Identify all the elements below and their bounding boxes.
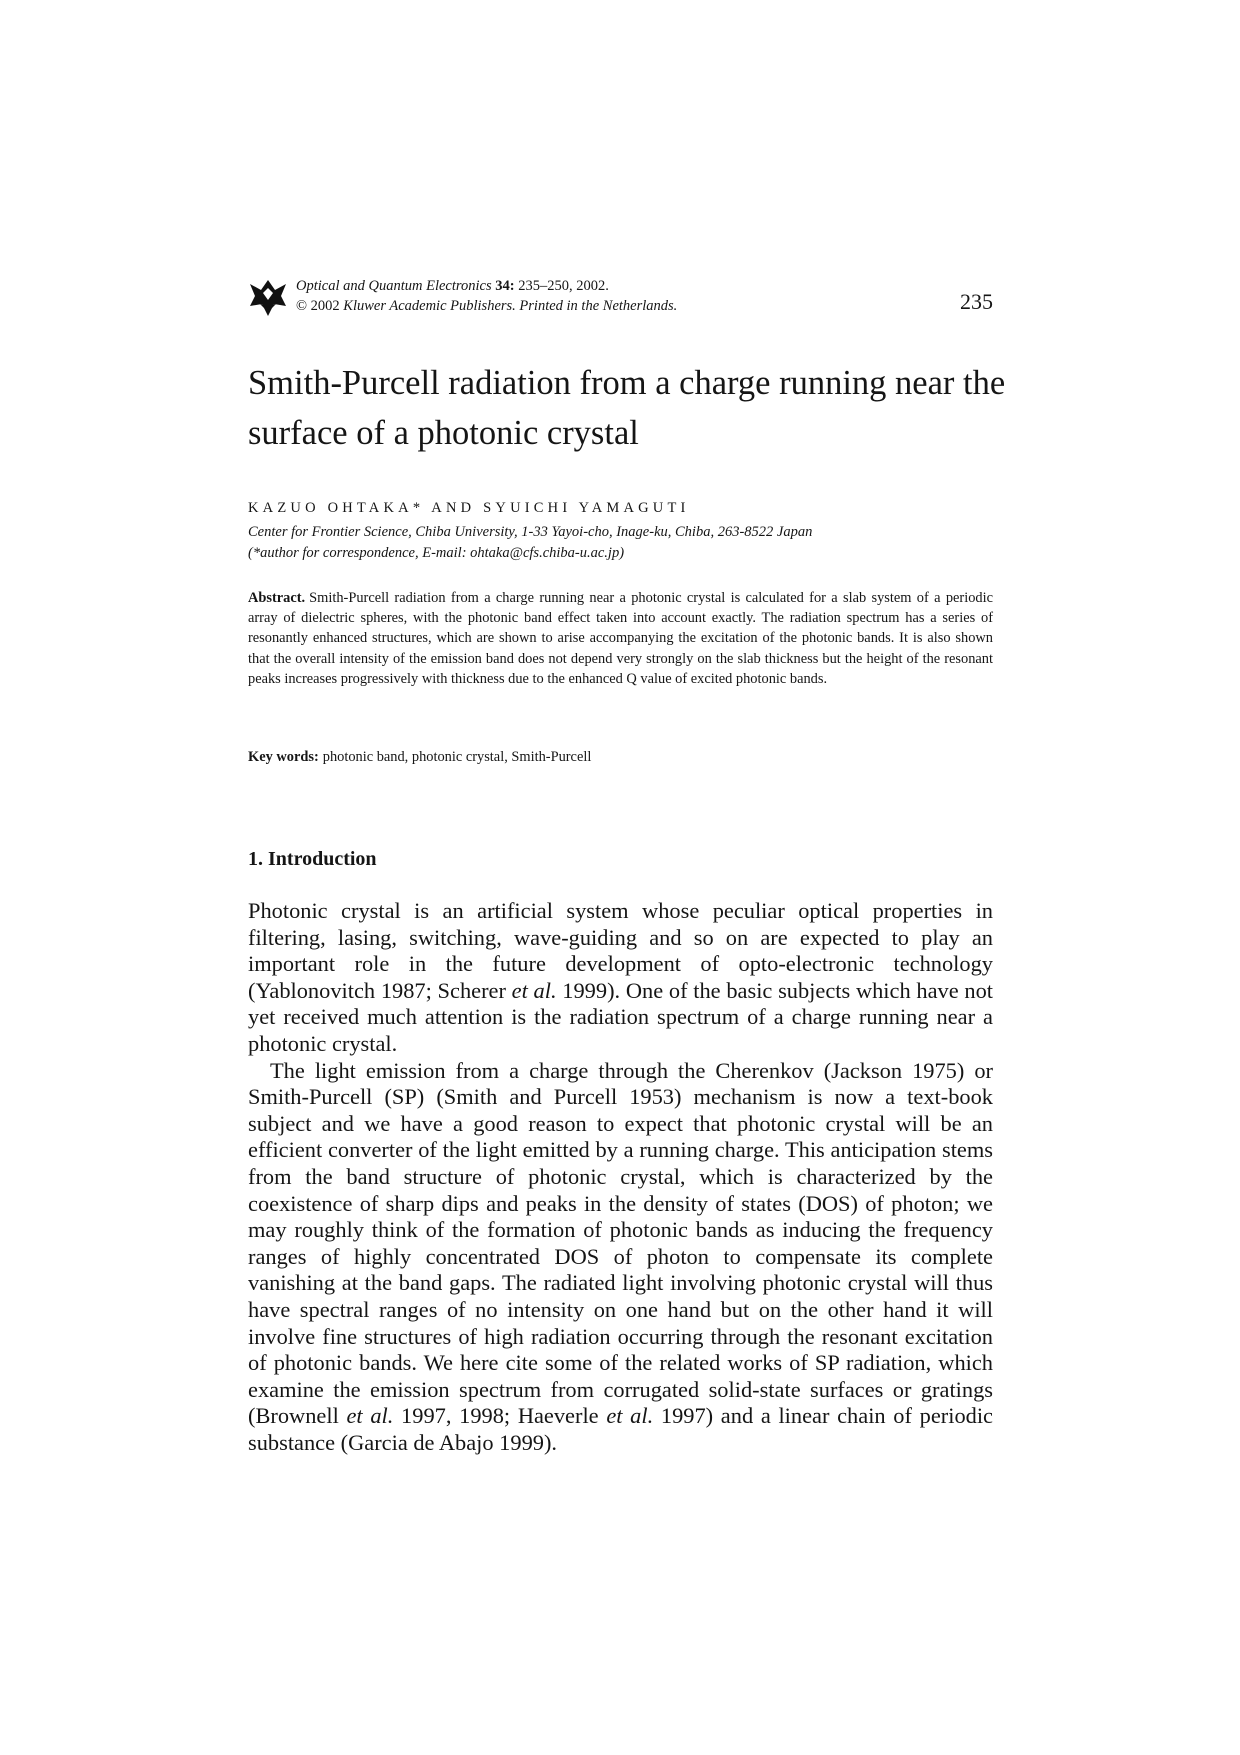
affiliation: Center for Frontier Science, Chiba University, 1-33 Yayoi-cho, Inage-ku, Chiba, 263-8522 Japan (248, 524, 813, 540)
abstract (248, 588, 993, 689)
section-heading: 1. Introduction (248, 848, 377, 870)
paragraph-2 (248, 1058, 993, 1457)
paragraph-1-etal: et al. (511, 977, 557, 1003)
publisher-logo-icon (248, 278, 288, 318)
paragraph-2-etal-1: et al. (346, 1403, 394, 1429)
journal-header (248, 276, 993, 320)
paragraph-1-text-a: Photonic crystal is an artificial system whose peculiar optical properties in filtering, lasing, switching, wave-guiding and so on are expected to play an important role in the future development of opto-electronic technology (Yablonovitch 1987; Scherer (248, 898, 993, 1003)
journal-volume: 34: (495, 278, 515, 294)
publisher-line: Kluwer Academic Publishers. Printed in the Netherlands. (343, 298, 678, 314)
paragraph-1 (248, 898, 993, 1058)
affiliation-block (248, 522, 1008, 564)
paragraph-2-text-b: 1997, 1998; Haeverle (393, 1403, 607, 1429)
keywords (248, 749, 591, 766)
journal-line-1 (296, 276, 677, 296)
page-number: 235 (960, 289, 993, 314)
journal-pages-year: 235–250, 2002. (518, 278, 609, 294)
paragraph-1-text-b: 1999). One of the basic subjects which have not yet received much attention is the radiation spectrum of a charge running near a photonic crystal. (248, 977, 993, 1056)
abstract-label: Abstract. (248, 590, 306, 606)
journal-name: Optical and Quantum Electronics (296, 278, 492, 294)
paragraph-2-text-c: 1997) and a linear chain of periodic substance (Garcia de Abajo 1999). (248, 1403, 993, 1455)
paragraph-2-text-a: The light emission from a charge through the Cherenkov (Jackson 1975) or Smith-Purcell (SP) (Smith and Purcell 1953) mechanism is now a text-book subject and we have a good reason to expect that photonic crystal will be an efficient converter of the light emitted by a running charge. This anticipation stems from the band structure of photonic crystal, which is characterized by the coexistence of sharp dips and peaks in the density of states (DOS) of photon; we may roughly think of the formation of photonic bands as inducing the frequency ranges of highly concentrated DOS of photon to compensate its complete vanishing at the band gaps. The radiated light involving photonic crystal will thus have spectral ranges of no intensity on one hand but on the other hand it will involve fine structures of high radiation occurring through the resonant excitation of photonic bands. We here cite some of the related works of SP radiation, which examine the emission spectrum from corrugated solid-state surfaces or gratings (Brownell (248, 1057, 993, 1429)
journal-citation (296, 276, 677, 316)
keywords-label: Key words: (248, 749, 319, 765)
correspondence-note: (*author for correspondence, E-mail: ohtaka@cfs.chiba-u.ac.jp) (248, 545, 625, 561)
copyright-notice: © 2002 (296, 298, 340, 314)
paragraph-2-etal-2: et al. (606, 1403, 654, 1429)
author-list: KAZUO OHTAKA* AND SYUICHI YAMAGUTI (248, 500, 690, 516)
journal-line-2 (296, 296, 677, 316)
abstract-text: Smith-Purcell radiation from a charge running near a photonic crystal is calculated for a slab system of a periodic array of dielectric spheres, with the photonic band effect taken into account exactly. The radiation spectrum has a series of resonantly enhanced structures, which are shown to arise accompanying the excitation of the photonic bands. It is also shown that the overall intensity of the emission band does not depend very strongly on the slab thickness but the height of the resonant peaks increases progressively with thickness due to the enhanced Q value of excited photonic bands. (248, 590, 993, 687)
introduction-body (248, 898, 993, 1456)
paper-title: Smith-Purcell radiation from a charge running near the surface of a photonic crystal (248, 364, 1006, 452)
keywords-text: photonic band, photonic crystal, Smith-Purcell (322, 749, 592, 765)
